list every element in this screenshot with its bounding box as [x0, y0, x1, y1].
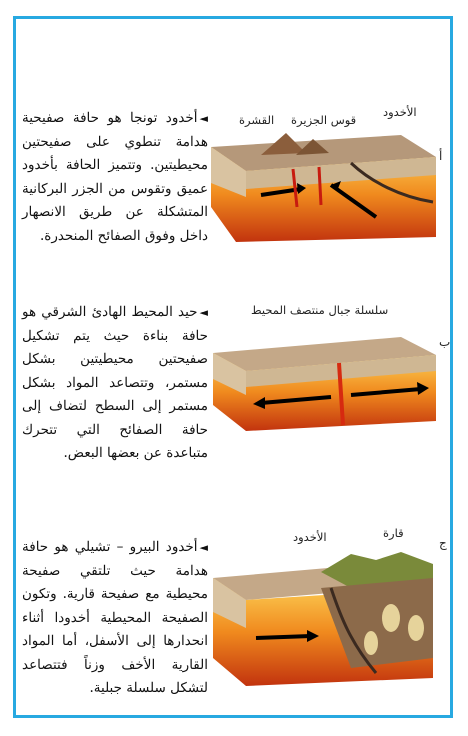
bullet-icon: ◄	[199, 306, 208, 319]
label-island-arc: قوس الجزيرة	[291, 113, 357, 127]
subduction-continental-illustration	[201, 548, 441, 698]
label-continent: قارة	[383, 526, 404, 540]
mid-ocean-ridge-illustration	[201, 325, 441, 435]
label-trench-c: الأخدود	[293, 530, 327, 544]
label-crust: القشرة	[239, 113, 275, 127]
label-trench-a: الأخدود	[383, 105, 417, 119]
section-c-text: ◄أخدود البيرو – تشيلي هو حافة هدامة حيث تلتقي صفيحة محيطية مع صفيحة قارية. وتكون الصفيحة المحيطية أخدودا أثناء انحدارها إلى الأسفل، أما المواد القارية الأخف وزناً فتتصاعد لتشكل سلسلة جبلية.	[22, 539, 208, 696]
diagram-a	[201, 99, 451, 249]
subduction-oceanic-illustration	[201, 127, 441, 247]
bullet-icon: ◄	[199, 541, 208, 554]
diagram-b	[201, 299, 451, 439]
figure-frame	[13, 16, 453, 718]
letter-b: ب	[439, 335, 451, 349]
section-b	[16, 289, 450, 509]
section-a	[16, 19, 450, 259]
bullet-icon: ◄	[199, 112, 208, 125]
section-a-text: ◄أخدود تونجا هو حافة صفيحية هدامة تنطوي على صفيحتين محيطيتين. وتتميز الحافة بأخدود عميق وتقوس من الجزر البركانية المتشكلة عن طريق الانصهار داخل وفوق الصفائح المنحدرة.	[22, 110, 208, 244]
letter-c: ج	[439, 536, 447, 550]
section-c	[16, 524, 450, 724]
label-ridge: سلسلة جبال منتصف المحيط	[251, 303, 389, 317]
diagram-c	[201, 524, 451, 704]
section-b-text: ◄حيد المحيط الهادئ الشرقي هو حافة بناءة حيث يتم تشكيل صفيحتين محيطيتين بشكل مستمر، وتتصاعد المواد بشكل مستمر إلى السطح لتضاف إلى حافة الصفائح التي تتحرك متباعدة عن بعضها البعض.	[22, 304, 208, 461]
letter-a: أ	[439, 149, 443, 163]
